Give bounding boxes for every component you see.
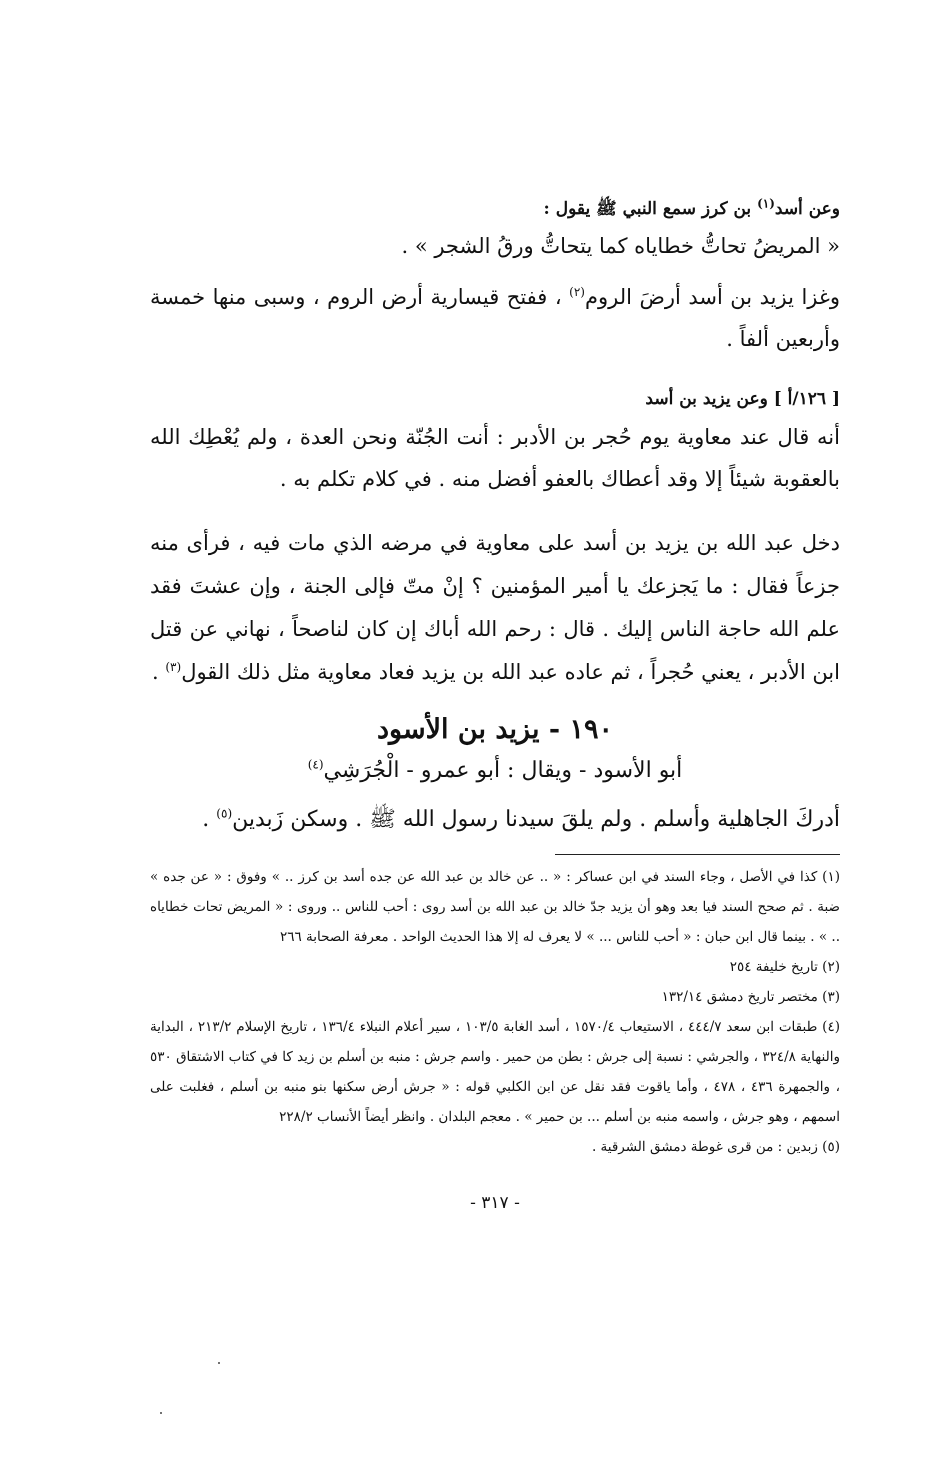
hadith-intro: [150, 192, 840, 226]
abdullah-end: .: [152, 660, 166, 684]
intro-text: وعن أسد: [774, 199, 840, 219]
footnote-4: (٤) طبقات ابن سعد ٤٤٤/٧ ، الاستيعاب ١٥٧٠/٤ ، أسد الغابة ١٠٣/٥ ، سير أعلام النبلاء ١٣٦/٤ ، تاريخ الإسلام ٢١٣/٢ ، البداية والنهاية ٣٢٤/٨ ، والجرشي : نسبة إلى جرش : بطن من حمير . واسم جرش : منبه بن أسلم بن زيد كا في كتاب الاشتقاق ٥٣٠ ، والجمهرة ٤٣٦ ، ٤٧٨ ، وأما ياقوت فقد نقل عن ابن الكلبي قوله : « جرش أرض سكنها بنو منبه بن أسلم ، فغلبت على اسمهم ، وهو جرش ، واسمه منبه بن أسلم ... بن حمير » . معجم البلدان . وانظر أيضاً الأنساب ٢٢٨/٢: [150, 1019, 840, 1125]
intro-text-rest: بن كرز سمع النبي ﷺ يقول :: [543, 199, 752, 219]
page-body: [150, 192, 840, 1218]
conquest-text-b: ، ففتح قيسارية أرض الروم ، وسبى منها خمسة وأربعين ألفاً .: [150, 285, 840, 351]
footnote-ref-1: (١): [757, 196, 775, 211]
footnote-ref-3: (٣): [165, 660, 182, 674]
conquest-text-a: وغزا يزيد بن أسد أرضَ الروم: [584, 285, 840, 309]
footnote-5: (٥) زبدين : من قرى غوطة دمشق الشرقية .: [591, 1139, 840, 1155]
footnote-separator: [555, 854, 840, 855]
footnote-1: (١) كذا في الأصل ، وجاء السند في ابن عساكر : « .. عن خالد بن عبد الله عن جده أسد بن كرز .. » وفوق : « عن جده » ضبة . ثم صحح السند فيا بعد وهو أن يزيد جدّ خالد بن عبد الله بن أسد روى : أحب للناس .. وروى : « المريض تحات خطاياه .. » . بينما قال ابن حبان : « أحب للناس ... » لا يعرف له إلا هذا الحديث الواحد . معرفة الصحابة ٢٦٦: [150, 869, 840, 945]
entry-title: ١٩٠ - يزيد بن الأسود: [377, 714, 613, 745]
scan-speck: [218, 1362, 220, 1364]
scan-speck: [160, 1412, 162, 1414]
entry-text: [150, 800, 840, 840]
footnotes: [150, 862, 840, 1162]
entry-subtitle: [150, 752, 840, 790]
section-heading-yazid: [ ١٢٦/أ ] وعن يزيد بن أسد: [645, 389, 840, 409]
hadith-quote: « المريضُ تحاتُّ خطاياه كما يتحاتُّ ورقُ الشجر » .: [401, 234, 840, 258]
footnote-ref-5: (٥): [216, 806, 233, 821]
paragraph-conquest: [150, 276, 840, 360]
page-number: - ٣١٧ -: [470, 1193, 520, 1213]
abdullah-text: دخل عبد الله بن يزيد بن أسد على معاوية في مرضه الذي مات فيه ، فرأى منه جزعاً فقال : ما يَجزعك يا أمير المؤمنين ؟ إنْ متّ فإلى الجنة ، وإن عشتَ فقد علم الله حاجة الناس إليك . قال : رحم الله أباك إن كان لناصحاً ، نهاني عن قتل ابن الأدبر ، يعني حُجراً ، ثم عاده عبد الله بن يزيد فعاد معاوية مثل ذلك القول: [150, 531, 840, 684]
paragraph-abdullah: [150, 522, 840, 694]
entry-text-end: .: [202, 807, 217, 832]
footnote-2: (٢) تاريخ خليفة ٢٥٤: [729, 959, 840, 975]
footnote-3: (٣) مختصر تاريخ دمشق ١٣٢/١٤: [661, 989, 840, 1005]
paragraph-muawiya: أنه قال عند معاوية يوم حُجر بن الأدبر : أنت الجُنّة ونحن العدة ، ولم يُعْطِك الله بالعقوبة شيئاً إلا وقد أعطاك بالعفو أفضل منه . في كلام تكلم به .: [150, 425, 840, 491]
entry-subtitle-text: أبو الأسود - ويقال : أبو عمرو - الْجُرَشِي: [323, 758, 683, 783]
entry-text-body: أدركَ الجاهلية وأسلم . ولم يلقَ سيدنا رسول الله ﷺ . وسكن زَبدين: [232, 807, 840, 832]
footnote-ref-2: (٢): [569, 285, 585, 299]
footnote-ref-4: (٤): [307, 757, 324, 772]
